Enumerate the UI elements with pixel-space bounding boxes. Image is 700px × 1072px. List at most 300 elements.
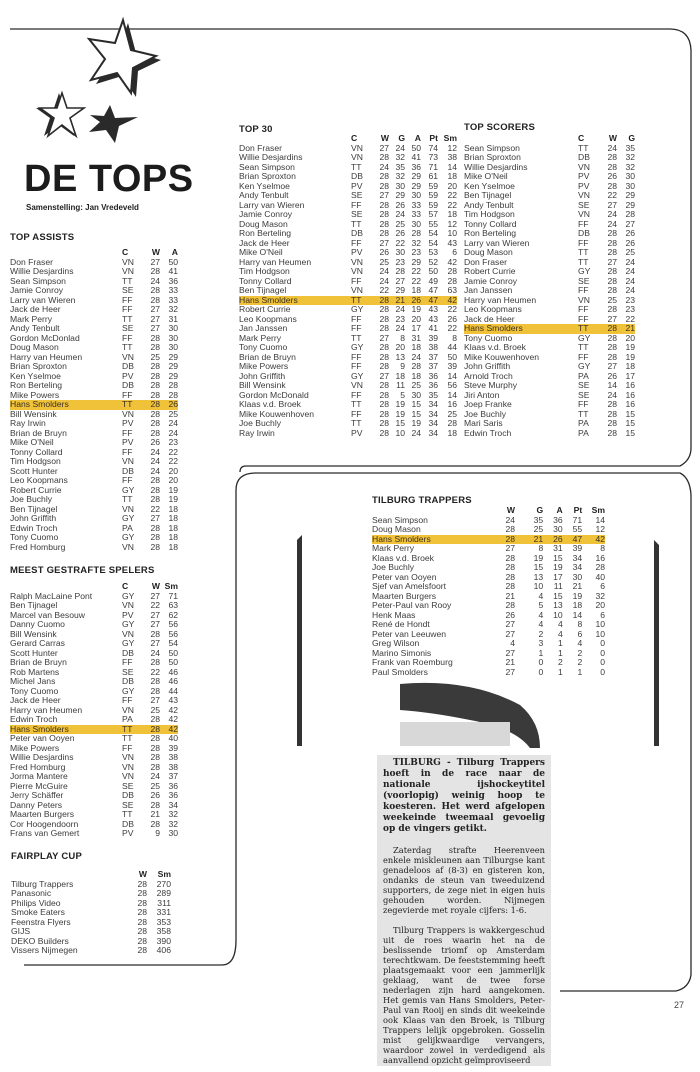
top-assists-heading: TOP ASSISTS xyxy=(10,232,75,243)
cell-a: 10 xyxy=(553,609,563,620)
cell-pt: 53 xyxy=(428,247,438,257)
cell-a: 50 xyxy=(411,142,421,153)
column-header: Sm xyxy=(157,869,171,879)
cell-a: 24 xyxy=(411,351,421,362)
cell-sm: 44 xyxy=(168,685,178,696)
cell-name: Ben Tijnagel xyxy=(239,285,287,295)
cell-name: Ken Yselmoe xyxy=(10,370,61,381)
cell-w: 28 xyxy=(150,332,160,343)
cell-g: 20 xyxy=(395,342,405,352)
cell-name: Peter van Ooyen xyxy=(10,733,75,743)
cell-name: Gordon McDonald xyxy=(239,389,309,400)
cell-c: FF xyxy=(122,304,133,314)
cell-a: 23 xyxy=(168,437,178,447)
cell-pt: 55 xyxy=(428,218,438,229)
cell-name: Robert Currie xyxy=(464,266,516,276)
cell-sm: 12 xyxy=(595,524,605,534)
cell-w: 27 xyxy=(150,256,160,267)
cell-a: 24 xyxy=(168,418,178,428)
cell-w: 28 xyxy=(137,926,147,936)
cell-name: Mike O'Neil xyxy=(10,437,54,447)
column-header: Pt xyxy=(573,505,583,515)
cell-a: 13 xyxy=(553,600,563,610)
cell-g: 35 xyxy=(533,514,544,525)
cell-name: Jan Janssen xyxy=(464,285,513,295)
cell-a: 36 xyxy=(411,161,421,172)
cell-sm: 14 xyxy=(595,514,605,525)
cell-g: 24 xyxy=(625,285,635,295)
cell-name: Andy Tenbult xyxy=(239,190,289,200)
cell-g: 27 xyxy=(625,218,635,229)
cell-w: 27 xyxy=(505,628,516,639)
cell-sm: 40 xyxy=(168,733,178,743)
cell-name: Pierre McGuire xyxy=(10,780,68,791)
cell-sm: 43 xyxy=(168,695,178,705)
cell-c: GY xyxy=(122,532,135,542)
cell-g: 13 xyxy=(395,351,405,362)
cell-c: GY xyxy=(122,638,135,648)
cell-g: 24 xyxy=(395,304,405,314)
cell-sm: 50 xyxy=(447,351,457,362)
cell-w: 28 xyxy=(379,218,389,229)
cell-w: 26 xyxy=(607,171,617,181)
cell-w: 28 xyxy=(150,361,160,371)
cell-g: 1 xyxy=(538,647,544,658)
cell-sm: 22 xyxy=(447,323,457,333)
cell-name: Jamie Conroy xyxy=(239,209,293,219)
cell-c: TT xyxy=(578,342,589,352)
top-assists-table xyxy=(10,248,178,552)
cell-pt: 59 xyxy=(428,180,438,191)
cell-name: John Griffith xyxy=(10,513,57,523)
cell-w: 27 xyxy=(607,313,617,324)
cell-c: SE xyxy=(122,285,134,295)
cell-name: Fred Homburg xyxy=(10,761,66,772)
cell-w: 27 xyxy=(379,332,389,343)
cell-a: 36 xyxy=(168,275,178,286)
cell-pt: 71 xyxy=(428,161,438,172)
cell-w: 28 xyxy=(150,657,160,667)
cell-c: GY xyxy=(122,619,135,629)
cell-w: 28 xyxy=(150,418,160,428)
cell-w: 24 xyxy=(607,218,617,229)
cell-c: TT xyxy=(578,324,600,334)
cell-a: 29 xyxy=(168,370,178,381)
cell-pt: 74 xyxy=(428,142,438,153)
cell-a: 26 xyxy=(543,535,563,545)
solid-star-icon xyxy=(89,105,138,143)
cell-c: PV xyxy=(122,828,134,838)
cell-a: 4 xyxy=(557,619,563,629)
cell-pt: 36 xyxy=(428,370,438,381)
cell-w: 25 xyxy=(379,256,389,267)
cell-a: 29 xyxy=(411,256,421,267)
cell-c: DB xyxy=(122,380,134,390)
cell-c: FF xyxy=(122,475,133,485)
top30-table xyxy=(239,134,457,438)
table-row xyxy=(11,946,171,956)
cell-name: Bill Wensink xyxy=(239,380,286,390)
cell-w: 28 xyxy=(379,304,389,314)
cell-name: Scott Hunter xyxy=(10,465,58,476)
cell-w: 28 xyxy=(607,266,617,276)
cell-sm: 50 xyxy=(168,647,178,658)
cell-w: 28 xyxy=(379,171,389,181)
table-row xyxy=(10,829,178,839)
cell-w: 24 xyxy=(150,465,160,476)
cell-w: 28 xyxy=(150,427,160,438)
cell-w: 28 xyxy=(150,380,160,390)
cell-sm: 56 xyxy=(447,380,457,390)
cell-pt: 54 xyxy=(428,237,438,248)
cell-name: René de Hondt xyxy=(372,619,430,629)
cell-w: 28 xyxy=(150,370,160,381)
cell-c: FF xyxy=(578,218,589,229)
cell-name: Hans Smolders xyxy=(10,400,122,410)
cell-g: 8 xyxy=(400,332,405,343)
cell-a: 33 xyxy=(411,199,421,210)
clipping-paragraph: Tilburg Trappers is wakkergeschud uit de roes waarin het na de beslissende triomf op Amsterdam terechtkwam. De feeststemming heeft plaatsgemaakt voor een jammerlijk geklaag, want de twee forse nederlagen zijn hard aangekomen. Het gemis van Hans Smolders, Peter-Paul van Rooij en sinds dit weekeinde ook Klaas van den Broek, is Tilburg Trappers lelijk opgebroken. Gosselin mist gelijkwaardige vervangers, waardoor zowel in verdedigend als aanvallend opzicht geïmproviseerd xyxy=(383,925,545,1065)
cell-sm: 353 xyxy=(156,916,171,927)
cell-sm: 30 xyxy=(168,828,178,838)
column-header: A xyxy=(414,133,421,143)
cell-sm: 0 xyxy=(600,657,605,667)
cell-c: SE xyxy=(351,190,363,200)
cell-c: TT xyxy=(578,247,589,257)
cell-a: 31 xyxy=(168,313,178,324)
cell-g: 19 xyxy=(395,408,405,419)
cell-w: 24 xyxy=(379,161,389,172)
cell-c: PV xyxy=(122,418,134,428)
page-title: DE TOPS xyxy=(24,158,194,200)
cell-name: Edwin Troch xyxy=(10,714,58,724)
cell-c: PV xyxy=(122,609,134,620)
cell-name: Maarten Burgers xyxy=(10,809,75,819)
cell-g: 15 xyxy=(533,562,544,572)
cell-c: GY xyxy=(351,304,364,314)
cell-name: Tonny Collard xyxy=(239,275,292,286)
cell-c: TT xyxy=(351,161,362,172)
cell-c: DB xyxy=(122,465,134,476)
cell-c: FF xyxy=(122,294,133,305)
cell-w: 28 xyxy=(379,399,389,409)
cell-sm: 20 xyxy=(447,180,457,191)
cell-w: 26 xyxy=(607,370,617,381)
cell-c: VN xyxy=(122,600,134,610)
cell-c: VN xyxy=(578,190,590,200)
cell-name: Klaas v.d. Broek xyxy=(464,342,526,352)
cell-w: 28 xyxy=(379,380,389,390)
cell-c: DB xyxy=(122,361,134,371)
cell-name: Marino Simonis xyxy=(372,647,432,658)
cell-a: 22 xyxy=(411,275,421,286)
cell-w: 28 xyxy=(379,342,389,352)
cell-name: Tony Cuomo xyxy=(464,332,513,343)
cell-name: Andy Tenbult xyxy=(464,199,514,210)
cell-c: TT xyxy=(578,408,589,419)
cell-name: Hans Smolders xyxy=(464,324,578,334)
cell-c: GY xyxy=(578,332,591,343)
cell-g: 29 xyxy=(625,199,635,210)
cell-sm: 63 xyxy=(168,600,178,610)
cell-w: 28 xyxy=(379,199,389,210)
cell-name: Leo Koopmans xyxy=(10,475,68,485)
cell-name: Mike Powers xyxy=(10,389,60,400)
cell-g: 24 xyxy=(395,142,405,153)
cell-w: 28 xyxy=(137,907,147,917)
cell-w: 28 xyxy=(137,878,147,889)
cell-w: 22 xyxy=(150,600,160,610)
cell-name: Jerry Schäffer xyxy=(10,790,64,800)
cell-name: Sean Simpson xyxy=(464,142,520,153)
cell-sm: 22 xyxy=(447,199,457,210)
cell-a: 18 xyxy=(168,541,178,552)
cell-c: VN xyxy=(351,380,363,390)
cell-pt: 47 xyxy=(428,285,438,295)
cell-pt: 6 xyxy=(577,628,583,639)
cell-name: Mark Perry xyxy=(239,332,282,343)
cell-name: Brian Sproxton xyxy=(10,361,67,371)
cell-pt: 36 xyxy=(428,380,438,390)
cell-w: 28 xyxy=(607,180,617,191)
cell-name: Willie Desjardins xyxy=(239,152,303,162)
cell-name: Sean Simpson xyxy=(10,275,66,286)
cell-c: FF xyxy=(122,657,133,667)
cell-w: 27 xyxy=(607,361,617,371)
cell-c: SE xyxy=(351,209,363,219)
cell-w: 27 xyxy=(150,638,160,648)
cell-a: 18 xyxy=(168,532,178,542)
cell-c: FF xyxy=(122,446,133,457)
cell-name: Jack de Heer xyxy=(10,304,61,314)
cell-pt: 34 xyxy=(572,552,583,563)
cell-g: 32 xyxy=(395,171,405,181)
cell-a: 24 xyxy=(168,427,178,438)
cell-sm: 71 xyxy=(168,590,178,601)
cell-name: Ben Tijnagel xyxy=(10,600,58,610)
cell-name: Maarten Burgers xyxy=(372,590,437,601)
cell-sm: 390 xyxy=(156,935,171,946)
cell-sm: 18 xyxy=(447,171,457,181)
cell-g: 15 xyxy=(625,408,635,419)
cell-name: Ben Tijnagel xyxy=(464,190,512,200)
cell-sm: 12 xyxy=(447,142,457,153)
cell-w: 28 xyxy=(150,628,160,639)
cell-pt: 54 xyxy=(428,228,438,238)
cell-g: 16 xyxy=(625,380,635,390)
cell-name: Ben Tijnagel xyxy=(10,503,58,514)
cell-c: VN xyxy=(122,503,134,514)
cell-name: Joe Buchly xyxy=(239,418,282,428)
cell-name: Ray Irwin xyxy=(239,427,275,438)
cell-g: 11 xyxy=(396,380,405,390)
cell-w: 28 xyxy=(379,209,389,219)
cell-w: 28 xyxy=(379,228,389,238)
cell-g: 23 xyxy=(625,304,635,314)
cell-g: 8 xyxy=(538,543,544,553)
column-header: Sm xyxy=(591,505,605,515)
clipping-left-bar xyxy=(297,535,302,746)
cell-g: 19 xyxy=(625,351,635,362)
cell-sm: 18 xyxy=(447,209,457,219)
cell-name: Harry van Heumen xyxy=(10,704,83,715)
cell-g: 30 xyxy=(625,171,635,181)
cell-a: 33 xyxy=(411,209,421,219)
cell-w: 28 xyxy=(505,600,516,610)
cell-w: 24 xyxy=(505,514,516,525)
cell-pt: 73 xyxy=(428,152,438,162)
cell-g: 13 xyxy=(533,571,544,582)
cell-w: 28 xyxy=(144,400,160,410)
cell-pt: 34 xyxy=(428,408,438,419)
cell-name: Robert Currie xyxy=(239,304,291,314)
cell-a: 19 xyxy=(411,418,421,428)
cell-g: 22 xyxy=(625,313,635,324)
cell-name: Ron Berteling xyxy=(239,228,292,238)
cell-c: VN xyxy=(122,256,134,267)
cell-g: 21 xyxy=(515,535,543,545)
cell-a: 28 xyxy=(411,361,421,371)
cell-sm: 63 xyxy=(447,285,457,295)
cell-c: VN xyxy=(122,351,134,362)
cell-w: 24 xyxy=(607,389,617,400)
cell-w: 24 xyxy=(150,275,160,286)
cell-sm: 8 xyxy=(452,332,457,343)
swoosh-shade xyxy=(400,722,510,746)
cell-g: 30 xyxy=(625,180,635,191)
cell-pt: 57 xyxy=(428,209,438,219)
cell-a: 29 xyxy=(168,351,178,362)
cell-pt: 50 xyxy=(428,266,438,276)
cell-c: FF xyxy=(122,427,133,438)
cell-pt: 59 xyxy=(428,199,438,210)
cell-g: 20 xyxy=(625,332,635,343)
cell-w: 21 xyxy=(505,590,516,601)
cell-sm: 14 xyxy=(447,370,457,381)
cell-g: 21 xyxy=(389,296,405,306)
cell-name: Danny Peters xyxy=(10,799,63,810)
cell-g: 16 xyxy=(625,399,635,409)
cell-c: TT xyxy=(351,296,373,306)
cell-name: Harry van Heumen xyxy=(239,256,312,267)
cell-c: FF xyxy=(351,237,362,248)
cell-c: VN xyxy=(578,294,590,305)
column-header: A xyxy=(556,505,563,515)
cell-pt: 4 xyxy=(577,638,583,648)
cell-c: GY xyxy=(122,590,135,601)
cell-w: 28 xyxy=(607,247,617,257)
cell-sm: 16 xyxy=(595,552,605,563)
cell-sm: 18 xyxy=(447,427,457,438)
cell-name: Jamie Conroy xyxy=(464,275,518,286)
cell-c: FF xyxy=(351,351,362,362)
cell-name: Bill Wensink xyxy=(10,628,57,639)
cell-g: 19 xyxy=(395,399,405,409)
cell-a: 31 xyxy=(553,543,563,553)
cell-c: FF xyxy=(122,389,133,400)
cell-sm: 270 xyxy=(156,878,171,889)
cell-pt: 34 xyxy=(428,399,438,409)
cell-a: 19 xyxy=(168,484,178,495)
cell-c: DB xyxy=(122,647,134,658)
cell-g: 25 xyxy=(395,218,405,229)
cell-name: Tim Hodgson xyxy=(464,209,515,219)
cell-name: Gerard Carras xyxy=(10,638,65,648)
cell-pt: 43 xyxy=(428,304,438,314)
cell-g: 15 xyxy=(395,418,405,428)
cell-w: 28 xyxy=(150,408,160,419)
cell-g: 29 xyxy=(395,285,405,295)
cell-name: Panasonic xyxy=(11,888,52,898)
cell-name: Tim Hodgson xyxy=(239,266,290,276)
cell-c: VN xyxy=(578,161,590,172)
tilburg-trappers-heading: TILBURG TRAPPERS xyxy=(372,495,472,506)
cell-c: GY xyxy=(351,342,364,352)
cell-name: DEKO Builders xyxy=(11,935,69,946)
cell-a: 30 xyxy=(168,342,178,352)
cell-w: 28 xyxy=(137,916,147,927)
cell-g: 4 xyxy=(538,590,544,601)
cell-g: 4 xyxy=(538,619,544,629)
cell-sm: 358 xyxy=(156,926,171,936)
cell-w: 28 xyxy=(379,180,389,191)
cell-g: 0 xyxy=(538,666,544,677)
top30-heading: TOP 30 xyxy=(239,124,273,135)
cell-w: 27 xyxy=(150,590,160,601)
cell-w: 27 xyxy=(150,609,160,620)
cell-g: 35 xyxy=(625,142,635,153)
column-header: G xyxy=(398,133,405,143)
cell-g: 19 xyxy=(625,342,635,352)
cell-w: 27 xyxy=(379,190,389,200)
cell-sm: 44 xyxy=(447,342,457,352)
cell-a: 30 xyxy=(168,323,178,333)
cell-w: 28 xyxy=(150,484,160,495)
cell-g: 24 xyxy=(395,209,405,219)
cell-w: 21 xyxy=(150,809,160,819)
cell-pt: 30 xyxy=(572,571,583,582)
cell-a: 1 xyxy=(557,647,563,658)
cell-name: GIJS xyxy=(11,926,31,936)
cell-pt: 18 xyxy=(572,600,583,610)
cell-name: Doug Mason xyxy=(239,218,288,229)
cell-w: 27 xyxy=(505,647,516,658)
cell-name: Tonny Collard xyxy=(10,446,63,457)
cell-name: Ken Yselmoe xyxy=(464,180,515,191)
cell-a: 1 xyxy=(557,666,563,677)
cell-w: 22 xyxy=(607,190,617,200)
cell-name: Mari Saris xyxy=(464,418,503,428)
cell-sm: 36 xyxy=(168,780,178,791)
cell-a: 19 xyxy=(168,494,178,504)
cell-a: 2 xyxy=(557,657,563,667)
cell-w: 21 xyxy=(505,657,516,667)
cell-c: VN xyxy=(351,152,363,162)
cell-name: Jan Janssen xyxy=(239,323,288,333)
cell-w: 28 xyxy=(137,897,147,908)
cell-name: Tony Cuomo xyxy=(10,685,59,696)
cell-pt: 52 xyxy=(428,256,438,267)
cell-w: 28 xyxy=(379,418,389,428)
cell-name: Harry van Heumen xyxy=(464,294,537,305)
cell-w: 24 xyxy=(607,209,617,219)
cell-c: FF xyxy=(122,332,133,343)
cell-pt: 34 xyxy=(428,427,438,438)
cell-sm: 28 xyxy=(447,266,457,276)
cell-w: 28 xyxy=(137,945,147,955)
cell-w: 28 xyxy=(505,552,516,563)
cell-name: Don Fraser xyxy=(464,256,507,267)
